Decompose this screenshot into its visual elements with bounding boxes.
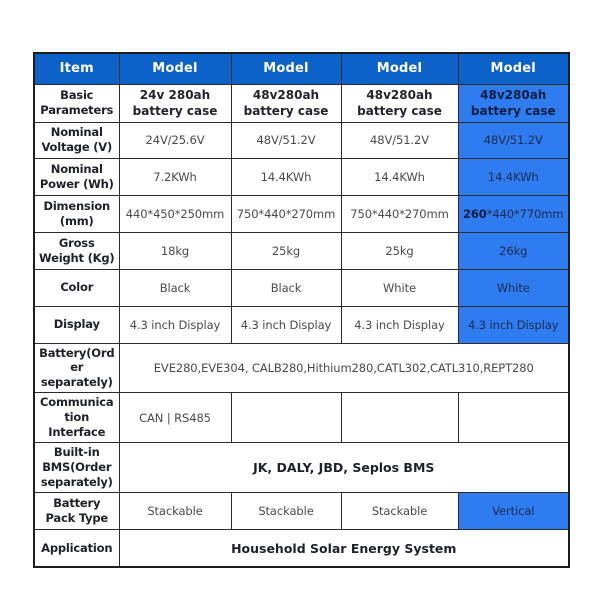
row-display	[34, 306, 569, 343]
value-cell: 750*440*270mm	[231, 195, 341, 232]
value-cell	[231, 393, 341, 443]
table-header-row	[34, 53, 569, 84]
merged-value-cell: EVE280,EVE304, CALB280,Hithium280,CATL302,CATL310,REPT280	[119, 343, 569, 393]
value-cell: 48V/51.2V	[231, 122, 341, 158]
dimension-bold-part: 260	[462, 206, 487, 221]
row-label-nominal-voltage: Nominal Voltage (V)	[34, 122, 119, 158]
value-cell: Black	[231, 269, 341, 306]
value-cell: 7.2KWh	[119, 158, 231, 195]
row-color	[34, 269, 569, 306]
value-cell-highlighted: 48v280ah battery case	[458, 84, 569, 122]
value-cell: 24V/25.6V	[119, 122, 231, 158]
spec-table-container	[33, 52, 570, 568]
value-cell: 25kg	[231, 232, 341, 269]
value-cell: 4.3 inch Display	[341, 306, 458, 343]
value-cell-highlighted: White	[458, 269, 569, 306]
row-built-in-bms	[34, 443, 569, 493]
row-label-battery: Battery(Order separately)	[34, 343, 119, 393]
value-cell: 48v280ah battery case	[231, 84, 341, 122]
value-cell: Black	[119, 269, 231, 306]
value-cell: Stackable	[231, 492, 341, 529]
value-cell: White	[341, 269, 458, 306]
row-battery-pack-type	[34, 492, 569, 529]
row-label-communication-interface: Communication Interface	[34, 393, 119, 443]
row-label-display: Display	[34, 306, 119, 343]
value-cell: 14.4KWh	[231, 158, 341, 195]
header-model-cell: Model	[119, 53, 231, 84]
row-label-application: Application	[34, 529, 119, 567]
row-basic-parameters	[34, 84, 569, 122]
row-label-basic-parameters: Basic Parameters	[34, 84, 119, 122]
row-label-built-in-bms: Built-in BMS(Order separately)	[34, 443, 119, 493]
value-cell: 14.4KWh	[341, 158, 458, 195]
row-label-dimension: Dimension (mm)	[34, 195, 119, 232]
value-cell: 48V/51.2V	[341, 122, 458, 158]
row-gross-weight	[34, 232, 569, 269]
row-nominal-voltage	[34, 122, 569, 158]
row-nominal-power	[34, 158, 569, 195]
merged-value-cell: Household Solar Energy System	[119, 529, 569, 567]
header-model-cell: Model	[231, 53, 341, 84]
value-cell-highlighted: 14.4KWh	[458, 158, 569, 195]
value-cell-highlighted: 26kg	[458, 232, 569, 269]
value-cell: Stackable	[119, 492, 231, 529]
row-application	[34, 529, 569, 567]
dimension-rest-part: *440*770mm	[486, 206, 564, 221]
value-cell-highlighted: 4.3 inch Display	[458, 306, 569, 343]
merged-value-cell: JK, DALY, JBD, Seplos BMS	[119, 443, 569, 493]
header-item-cell: Item	[34, 53, 119, 84]
row-battery	[34, 343, 569, 393]
row-dimension	[34, 195, 569, 232]
row-label-battery-pack-type: Battery Pack Type	[34, 492, 119, 529]
row-label-nominal-power: Nominal Power (Wh)	[34, 158, 119, 195]
header-model-cell: Model	[341, 53, 458, 84]
value-cell-highlighted: 48V/51.2V	[458, 122, 569, 158]
row-label-color: Color	[34, 269, 119, 306]
value-cell: 4.3 inch Display	[231, 306, 341, 343]
value-cell: Stackable	[341, 492, 458, 529]
value-cell	[341, 393, 458, 443]
row-label-gross-weight: Gross Weight (Kg)	[34, 232, 119, 269]
value-cell-highlighted	[458, 195, 569, 232]
spec-table	[33, 52, 570, 568]
value-cell: 18kg	[119, 232, 231, 269]
value-cell: 4.3 inch Display	[119, 306, 231, 343]
value-cell: 25kg	[341, 232, 458, 269]
header-model-cell: Model	[458, 53, 569, 84]
value-cell: 440*450*250mm	[119, 195, 231, 232]
value-cell: CAN | RS485	[119, 393, 231, 443]
value-cell-highlighted: Vertical	[458, 492, 569, 529]
value-cell: 750*440*270mm	[341, 195, 458, 232]
value-cell: 24v 280ah battery case	[119, 84, 231, 122]
value-cell	[458, 393, 569, 443]
row-communication-interface	[34, 393, 569, 443]
value-cell: 48v280ah battery case	[341, 84, 458, 122]
